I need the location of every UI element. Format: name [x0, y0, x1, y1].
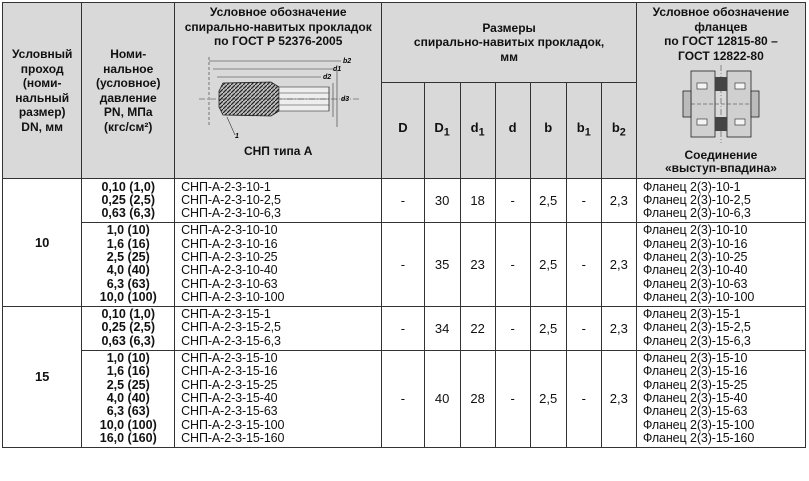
table-row: [3, 222, 806, 306]
flange-line: Фланец 2(3)-15-40: [642, 390, 748, 405]
dim-main: D: [434, 119, 444, 135]
header-dn-line: размер): [18, 105, 66, 119]
dim-sub: 1: [478, 126, 485, 139]
dim-sub: 1: [584, 126, 591, 139]
pn-line: 0,63 (6,3): [101, 333, 155, 348]
flange-line: Фланец 2(3)-10-6,3: [642, 206, 751, 221]
pn-line: 1,6 (16): [106, 236, 150, 251]
dim-value: -: [495, 306, 530, 350]
gasket-drawing: [183, 49, 373, 139]
designation-line: СНП-А-2-3-10-25: [181, 249, 278, 264]
dim-value: 2,3: [601, 179, 636, 223]
dim-header: [566, 83, 601, 179]
flange-cell: [636, 222, 805, 306]
dim-value: 2,5: [530, 306, 566, 350]
designation-line: СНП-А-2-3-10-63: [181, 276, 278, 291]
designation-line: СНП-А-2-3-15-6,3: [181, 333, 281, 348]
dim-header: [460, 83, 495, 179]
header-flange-line: по ГОСТ 12815-80 –: [664, 34, 778, 48]
designation-cell: [175, 179, 382, 223]
dim-value: -: [566, 350, 601, 447]
dim-value: 28: [460, 350, 495, 447]
header-flange-line: ГОСТ 12822-80: [678, 48, 764, 63]
dim-value: 35: [424, 222, 460, 306]
dim-main: d: [470, 119, 479, 135]
header-pn-line: (условное): [96, 76, 161, 90]
pn-cell: [82, 350, 175, 447]
dim-value: 2,3: [601, 306, 636, 350]
dim-value: 2,5: [530, 350, 566, 447]
label-d1: d1: [333, 65, 342, 73]
header-flange-caption-line: «выступ-впадина»: [664, 160, 777, 175]
dim-value: 40: [424, 350, 460, 447]
header-snp-line: Условное обозначение: [209, 5, 347, 19]
dim-value: 34: [424, 306, 460, 350]
pn-line: 1,0 (10): [106, 351, 150, 366]
dn-cell: 15: [3, 306, 82, 447]
pn-line: 6,3 (63): [106, 276, 150, 291]
flange-line: Фланец 2(3)-10-2,5: [642, 192, 751, 207]
designation-line: СНП-А-2-3-15-1: [181, 307, 271, 322]
header-pn-line: Номи-: [110, 47, 147, 61]
dim-sub: 2: [619, 126, 626, 139]
dim-header: [601, 83, 636, 179]
header-snp-line: по ГОСТ Р 52376-2005: [214, 34, 343, 48]
flange-line: Фланец 2(3)-10-40: [642, 263, 748, 278]
table-body: [3, 179, 806, 448]
designation-line: СНП-А-2-3-15-16: [181, 364, 278, 379]
dim-main: b: [611, 119, 620, 135]
designation-line: СНП-А-2-3-15-25: [181, 377, 278, 392]
pn-line: 4,0 (40): [106, 263, 150, 278]
flange-cell: [636, 179, 805, 223]
header-snp: [175, 3, 382, 179]
designation-line: СНП-А-2-3-15-160: [181, 430, 285, 445]
header-flange-caption-line: Соединение: [684, 147, 758, 162]
dim-main: b: [576, 119, 585, 135]
pn-cell: [82, 222, 175, 306]
dim-value: -: [566, 179, 601, 223]
table-row: [3, 306, 806, 350]
flange-line: Фланец 2(3)-15-25: [642, 377, 748, 392]
flange-cell: [636, 306, 805, 350]
flange-cell: [636, 350, 805, 447]
pn-line: 1,0 (10): [106, 223, 150, 238]
dim-value: 2,3: [601, 350, 636, 447]
pn-line: 0,10 (1,0): [101, 307, 155, 322]
dim-main: d: [508, 119, 517, 135]
designation-line: СНП-А-2-3-10-10: [181, 223, 278, 238]
designation-line: СНП-А-2-3-15-2,5: [181, 320, 281, 335]
label-d3: d3: [341, 95, 350, 103]
dim-value: -: [566, 306, 601, 350]
flange-line: Фланец 2(3)-10-63: [642, 276, 748, 291]
header-flange-line: Условное обозначение: [652, 5, 790, 19]
pn-cell: [82, 306, 175, 350]
designation-cell: [175, 222, 382, 306]
header-sizes-line: спирально-навитых прокладок,: [413, 35, 605, 50]
dn-cell: 10: [3, 179, 82, 307]
header-dn-line: Условный: [11, 47, 73, 61]
flange-line: Фланец 2(3)-15-100: [642, 417, 755, 432]
flange-line: Фланец 2(3)-15-1: [642, 307, 741, 322]
designation-line: СНП-А-2-3-15-40: [181, 390, 278, 405]
dim-value: 2,5: [530, 222, 566, 306]
pn-line: 2,5 (25): [106, 377, 150, 392]
flange-line: Фланец 2(3)-15-10: [642, 351, 748, 366]
label-b2: b2: [343, 57, 352, 65]
dim-value: -: [382, 350, 424, 447]
flange-line: Фланец 2(3)-15-63: [642, 404, 748, 419]
flange-line: Фланец 2(3)-15-16: [642, 364, 748, 379]
snp-caption: СНП типа А: [243, 144, 313, 158]
pn-line: 10,0 (100): [99, 289, 157, 304]
dim-main: b: [544, 119, 553, 135]
dim-value: -: [382, 306, 424, 350]
header-dn-line: нальный: [15, 90, 70, 105]
designation-line: СНП-А-2-3-10-100: [181, 289, 285, 304]
designation-line: СНП-А-2-3-10-16: [181, 236, 278, 251]
header-pn: [82, 3, 175, 179]
flange-drawing: [661, 63, 781, 145]
pn-line: 1,6 (16): [106, 364, 150, 379]
pn-line: 0,10 (1,0): [101, 179, 155, 194]
pn-line: 0,25 (2,5): [101, 192, 155, 207]
dim-value: -: [382, 222, 424, 306]
dim-value: 23: [460, 222, 495, 306]
dim-value: 18: [460, 179, 495, 223]
header-pn-line: (кгс/см²): [104, 119, 153, 134]
designation-line: СНП-А-2-3-15-63: [181, 404, 278, 419]
designation-cell: [175, 350, 382, 447]
dim-value: -: [495, 179, 530, 223]
header-dn-line: (номи-: [22, 76, 62, 90]
pn-line: 10,0 (100): [99, 417, 157, 432]
header-snp-line: спирально-навитых прокладок: [184, 19, 372, 34]
designation-line: СНП-А-2-3-10-2,5: [181, 192, 281, 207]
dim-header: [382, 83, 424, 179]
dim-value: -: [566, 222, 601, 306]
header-pn-line: давление: [99, 90, 157, 105]
dim-value: 30: [424, 179, 460, 223]
flange-line: Фланец 2(3)-15-160: [642, 430, 755, 445]
header-flange: [636, 3, 805, 179]
dim-header: [424, 83, 460, 179]
pn-line: 16,0 (160): [99, 430, 157, 445]
dim-main: D: [398, 119, 408, 135]
header-pn-line: PN, МПа: [103, 105, 153, 119]
dim-header: [530, 83, 566, 179]
designation-line: СНП-А-2-3-15-10: [181, 351, 278, 366]
header-sizes-line: Размеры: [482, 20, 536, 35]
dim-header: [495, 83, 530, 179]
dim-value: -: [495, 222, 530, 306]
pn-line: 2,5 (25): [106, 249, 150, 264]
dim-value: -: [382, 179, 424, 223]
flange-line: Фланец 2(3)-10-100: [642, 289, 755, 304]
spec-table: [2, 2, 806, 448]
dim-value: 2,3: [601, 222, 636, 306]
header-pn-line: нальное: [103, 61, 154, 76]
flange-line: Фланец 2(3)-15-2,5: [642, 320, 751, 335]
designation-cell: [175, 306, 382, 350]
dim-value: -: [495, 350, 530, 447]
header-dn-line: DN, мм: [21, 119, 64, 134]
label-d2: d2: [323, 73, 332, 81]
designation-line: СНП-А-2-3-10-1: [181, 179, 271, 194]
label-ref: 1: [235, 132, 240, 139]
flange-line: Фланец 2(3)-15-6,3: [642, 333, 751, 348]
table-row: [3, 179, 806, 223]
flange-line: Фланец 2(3)-10-10: [642, 223, 748, 238]
header-dn: [3, 3, 82, 179]
header-dn-line: проход: [20, 61, 64, 76]
dim-value: 2,5: [530, 179, 566, 223]
header-flange-line: фланцев: [694, 19, 748, 34]
header-sizes: [382, 3, 637, 83]
dim-value: 22: [460, 306, 495, 350]
designation-line: СНП-А-2-3-15-100: [181, 417, 285, 432]
designation-line: СНП-А-2-3-10-40: [181, 263, 278, 278]
flange-line: Фланец 2(3)-10-25: [642, 249, 748, 264]
dim-sub: 1: [443, 126, 450, 139]
header-sizes-line: мм: [500, 49, 518, 64]
flange-line: Фланец 2(3)-10-1: [642, 179, 741, 194]
pn-line: 0,63 (6,3): [101, 206, 155, 221]
designation-line: СНП-А-2-3-10-6,3: [181, 206, 281, 221]
flange-line: Фланец 2(3)-10-16: [642, 236, 748, 251]
pn-line: 6,3 (63): [106, 404, 150, 419]
pn-cell: [82, 179, 175, 223]
pn-line: 0,25 (2,5): [101, 320, 155, 335]
pn-line: 4,0 (40): [106, 390, 150, 405]
table-row: [3, 350, 806, 447]
